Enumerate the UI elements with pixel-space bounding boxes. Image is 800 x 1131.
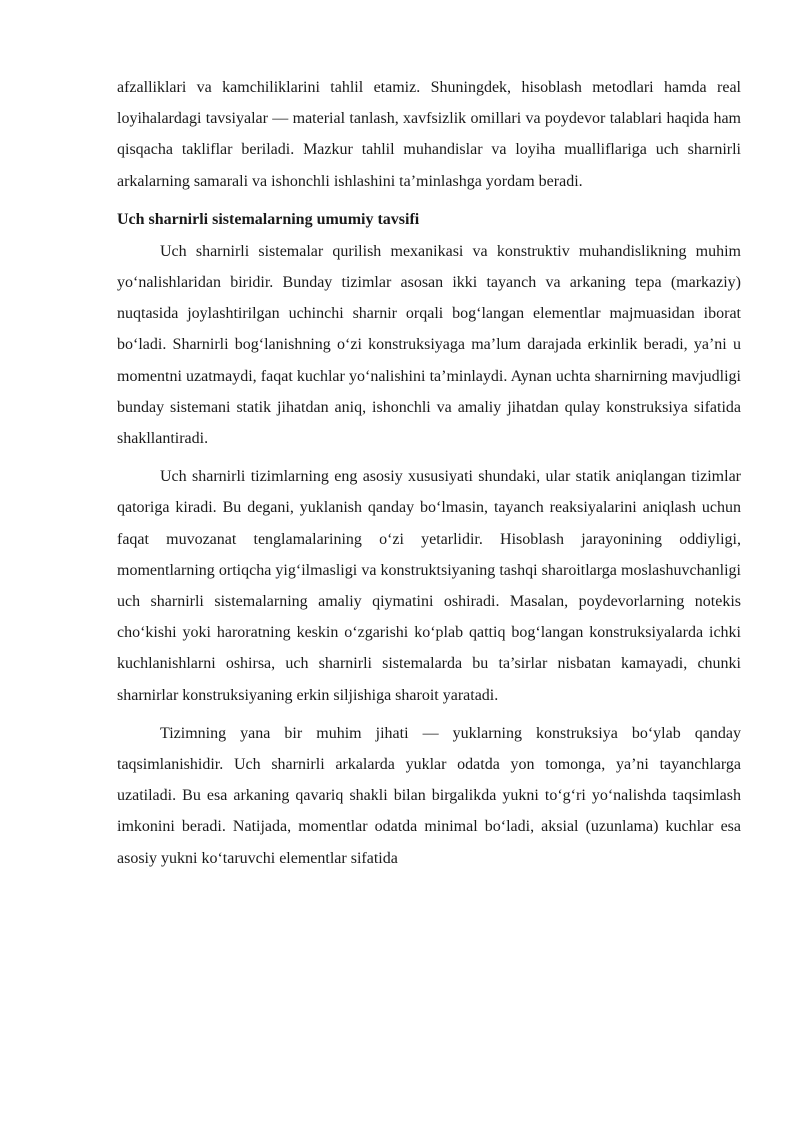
body-paragraph-1: Uch sharnirli sistemalar qurilish mexanikasi va konstruktiv muhandislikning muhim yo‘nalishlaridan biridir. Bunday tizimlar asosan ikki tayanch va arkaning tepa (markaziy) nuqtasida joylashtirilgan uchinchi sharnir orqali bog‘langan elementlar majmuasidan iborat bo‘ladi. Sharnirli bog‘lanishning o‘zi konstruksiyaga ma’lum darajada erkinlik beradi, ya’ni u momentni uzatmaydi, faqat kuchlar yo‘nalishini ta’minlaydi. Aynan uchta sharnirning mavjudligi bunday sistemani statik jihatdan aniq, ishonchli va amaliy jihatdan qulay konstruksiya sifatida shakllantiradi. <box>117 242 741 448</box>
body-paragraph-2: Uch sharnirli tizimlarning eng asosiy xususiyati shundaki, ular statik aniqlangan tizimlar qatoriga kiradi. Bu degani, yuklanish qanday bo‘lmasin, tayanch reaksiyalarini aniqlash uchun faqat muvozanat tenglamalarining o‘zi yetarlidir. Hisoblash jarayonining oddiyligi, momentlarning ortiqcha yig‘ilmasligi va konstruktsiyaning tashqi sharoitlarga moslashuvchanligi uch sharnirli sistemalarning amaliy qiymatini oshiradi. Masalan, poydevorlarning notekis cho‘kishi yoki haroratning keskin o‘zgarishi ko‘plab qattiq bog‘langan konstruksiyalarda ichki kuchlanishlarni oshirsa, uch sharnirli sistemalarda bu ta’sirlar nisbatan kamayadi, chunki sharnirlar konstruksiyaning erkin siljishiga sharoit yaratadi. <box>117 468 741 704</box>
document-page <box>117 72 741 874</box>
body-paragraph-3: Tizimning yana bir muhim jihati — yuklarning konstruksiya bo‘ylab qanday taqsimlanishidir. Uch sharnirli arkalarda yuklar odatda yon tomonga, ya’ni tayanchlarga uzatiladi. Bu esa arkaning qavariq shakli bilan birgalikda yukni to‘g‘ri yo‘nalishda taqsimlash imkonini beradi. Natijada, momentlar odatda minimal bo‘ladi, aksial (uzunlama) kuchlar esa asosiy yukni ko‘taruvchi elementlar sifatida <box>117 724 741 867</box>
section-heading: Uch sharnirli sistemalarning umumiy tavsifi <box>117 210 420 228</box>
intro-paragraph: afzalliklari va kamchiliklarini tahlil etamiz. Shuningdek, hisoblash metodlari hamda real loyihalardagi tavsiyalar — material tanlash, xavfsizlik omillari va poydevor talablari haqida ham qisqacha takliflar beriladi. Mazkur tahlil muhandislar va loyiha mualliflariga uch sharnirli arkalarning samarali va ishonchli ishlashini ta’minlashga yordam beradi. <box>117 79 741 190</box>
